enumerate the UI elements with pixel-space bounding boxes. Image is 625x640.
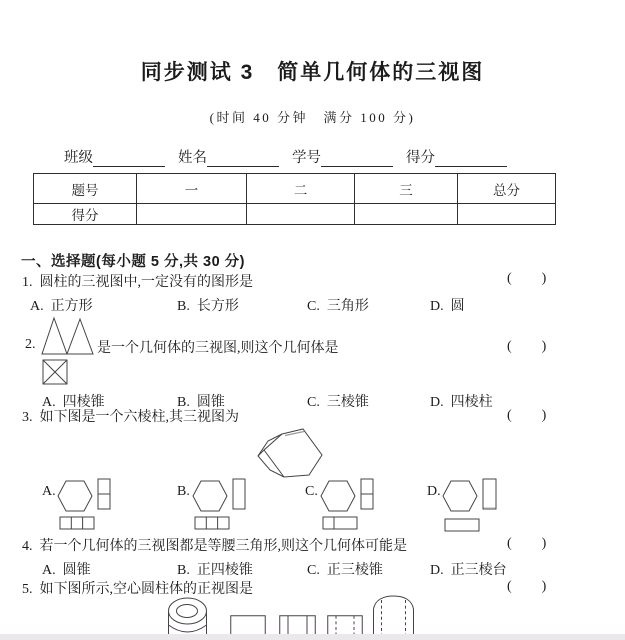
question-2-stem xyxy=(97,337,339,357)
option-label: B. xyxy=(177,484,190,499)
close-paren: ) xyxy=(541,579,547,594)
side-view-rect xyxy=(483,479,496,509)
open-paren: ( xyxy=(507,579,512,594)
option-label: A. xyxy=(42,484,56,499)
question-3-option-a-figure xyxy=(42,477,114,531)
name-blank-line xyxy=(207,151,279,167)
question-2-number xyxy=(25,337,36,353)
close-paren: ) xyxy=(541,271,547,286)
question-2-three-views-figure xyxy=(40,314,96,386)
option-text: 长方形 xyxy=(196,299,239,314)
question-4-answer-blank xyxy=(507,536,546,552)
score-table-cell-total: 总分 xyxy=(458,174,556,204)
open-paren: ( xyxy=(507,339,512,354)
question-4-option-d xyxy=(430,559,507,579)
score-table-cell-question-no: 题号 xyxy=(34,174,137,204)
question-1-answer-blank xyxy=(507,271,546,287)
option-text: 圆锥 xyxy=(196,395,225,410)
question-5-text xyxy=(22,578,253,598)
option-label: A. xyxy=(42,395,56,410)
score-table xyxy=(33,173,556,225)
open-paren: ( xyxy=(507,536,512,551)
option-label: C. xyxy=(307,563,320,578)
name-label: 姓名 xyxy=(178,150,207,166)
option-text: 圆锥 xyxy=(62,563,91,578)
score-field xyxy=(406,146,507,167)
score-table-score-row xyxy=(34,204,556,225)
question-3-text xyxy=(22,406,239,426)
option-label: D. xyxy=(430,395,444,410)
option-label: B. xyxy=(177,299,190,314)
question-5-answer-blank xyxy=(507,579,546,595)
option-text: 正三棱锥 xyxy=(326,563,383,578)
question-1-stem: 圆柱的三视图中,一定没有的图形是 xyxy=(39,275,253,290)
option-label: D. xyxy=(427,484,441,499)
question-5-stem: 如下图所示,空心圆柱体的正视图是 xyxy=(39,582,253,597)
question-4-text xyxy=(22,535,407,555)
score-value-cell xyxy=(137,204,247,225)
side-view-rect xyxy=(233,479,245,509)
question-3-option-c-figure xyxy=(305,477,377,531)
question-4-option-b xyxy=(177,559,253,579)
question-3-option-d xyxy=(427,477,499,531)
question-4-number: 4. xyxy=(22,539,33,554)
score-blank-line xyxy=(435,151,507,167)
question-3-option-b xyxy=(177,477,249,531)
question-1-text xyxy=(22,271,253,291)
close-paren: ) xyxy=(541,536,547,551)
option-label: C. xyxy=(307,395,320,410)
option-label: C. xyxy=(307,299,320,314)
top-view-square-with-diagonals xyxy=(43,360,67,384)
option-text: 四棱柱 xyxy=(450,395,493,410)
option-text: 正方形 xyxy=(50,299,93,314)
open-paren: ( xyxy=(507,408,512,423)
page-title: 同步测试 3 简单几何体的三视图 xyxy=(140,61,485,84)
option-text: 四棱锥 xyxy=(62,395,105,410)
score-table-cell-part2: 二 xyxy=(247,174,355,204)
question-4-option-a xyxy=(42,559,91,579)
score-label: 得分 xyxy=(406,150,435,166)
question-4-stem: 若一个几何体的三视图都是等腰三角形,则这个几何体可能是 xyxy=(39,539,407,554)
page-subtitle: (时间 40 分钟 满分 100 分) xyxy=(209,110,416,125)
question-text: 是一个几何体的三视图,则这个几何体是 xyxy=(97,341,339,356)
close-paren: ) xyxy=(541,339,547,354)
option-text: 正三棱台 xyxy=(450,563,507,578)
question-3-option-d-figure xyxy=(427,477,499,531)
class-blank-line xyxy=(93,151,165,167)
student-id-blank-line xyxy=(321,151,393,167)
question-3-hexagonal-prism-figure xyxy=(255,427,329,481)
section-1-heading: 一、选择题(每小题 5 分,共 30 分) xyxy=(21,254,245,270)
top-view-rect xyxy=(323,517,357,529)
option-text: 三棱锥 xyxy=(326,395,369,410)
question-5-number: 5. xyxy=(22,582,33,597)
question-3-option-c xyxy=(305,477,377,531)
question-3-option-a xyxy=(42,477,114,531)
front-view-hexagon xyxy=(321,481,355,511)
question-3-stem: 如下图是一个六棱柱,其三视图为 xyxy=(39,410,239,425)
question-1-number: 1. xyxy=(22,275,33,290)
side-view-triangle xyxy=(67,319,93,354)
front-view-triangle xyxy=(42,318,67,354)
score-value-cell xyxy=(458,204,556,225)
score-table-cell-part1: 一 xyxy=(137,174,247,204)
class-label: 班级 xyxy=(64,150,93,166)
front-view-hexagon xyxy=(443,481,477,511)
close-paren: ) xyxy=(541,408,547,423)
student-id-field xyxy=(292,146,393,167)
option-label: C. xyxy=(305,484,318,499)
score-value-cell xyxy=(247,204,355,225)
top-view-rect xyxy=(60,517,94,529)
question-number: 2. xyxy=(25,337,36,352)
student-id-label: 学号 xyxy=(292,150,321,166)
question-4-option-c xyxy=(307,559,383,579)
option-label: D. xyxy=(430,299,444,314)
option-label: B. xyxy=(177,563,190,578)
option-text: 正四棱锥 xyxy=(196,563,253,578)
option-label: D. xyxy=(430,563,444,578)
question-3-answer-blank xyxy=(507,408,546,424)
option-label: A. xyxy=(30,299,44,314)
student-info-line xyxy=(64,146,507,167)
score-table-header-row xyxy=(34,174,556,204)
question-2-option-d xyxy=(430,391,493,411)
score-value-cell xyxy=(355,204,458,225)
option-text: 圆 xyxy=(450,299,465,314)
option-label: B. xyxy=(177,395,190,410)
front-view-hexagon xyxy=(58,481,92,511)
option-text: 三角形 xyxy=(326,299,369,314)
page-bottom-edge xyxy=(0,634,625,640)
question-1-option-c xyxy=(307,295,369,315)
open-paren: ( xyxy=(507,271,512,286)
question-3-option-b-figure xyxy=(177,477,249,531)
question-1-option-d xyxy=(430,295,465,315)
question-3-number: 3. xyxy=(22,410,33,425)
class-field xyxy=(64,146,165,167)
question-1-option-a xyxy=(30,295,93,315)
score-table-cell-part3: 三 xyxy=(355,174,458,204)
front-view-hexagon xyxy=(193,481,227,511)
score-row-label: 得分 xyxy=(34,204,137,225)
question-2-answer-blank xyxy=(507,339,546,355)
option-label: A. xyxy=(42,563,56,578)
top-view-rect xyxy=(195,517,229,529)
question-2-option-c xyxy=(307,391,369,411)
question-1-option-b xyxy=(177,295,239,315)
name-field xyxy=(178,146,279,167)
top-view-rect xyxy=(445,519,479,531)
